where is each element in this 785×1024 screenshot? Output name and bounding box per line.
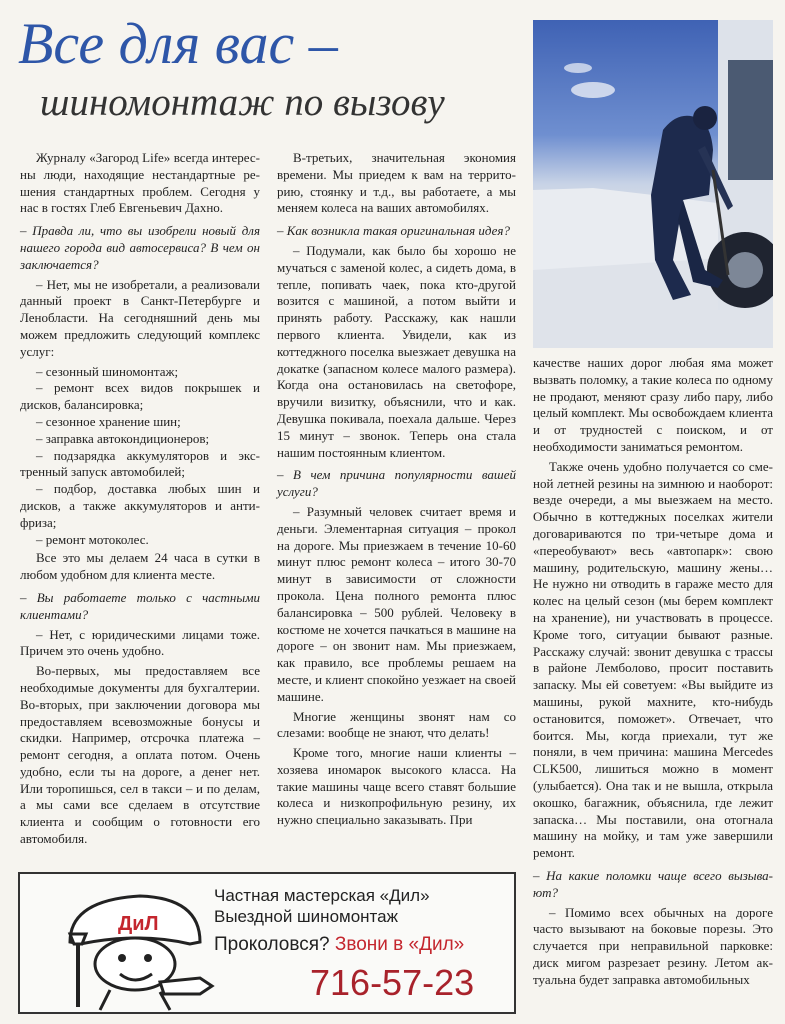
answer-4: – Разумный человек считает время и деньги. Элементарная ситуация – прокол на дороге. Мы приезжаем в течение 10-60 минут плюс ремонт колеса – итого 30-70 минут в зависимости от сложности прокола. Цена полного ремонта плюс балансировка – 500 рублей. Человеку в костюме не хочется пачкаться в машине на дороге – он звонит нам. Мы приезжаем, как правило, все проблемы решаем на месте, и клиент спокойно уезжает на своей машине. (277, 503, 516, 704)
answer-2: – Нет, с юридическими лицами тоже. Причем это очень удобно. (20, 626, 260, 659)
ad-slogan-question: Проколовся? (214, 934, 335, 955)
question-2: – Вы работаете только с частными клиентами? (20, 589, 260, 622)
column-2 (277, 150, 516, 832)
ad-slogan (214, 934, 464, 956)
answer-1-continued: Все это мы делаем 24 часа в сутки в любом удобном для клиента месте. (20, 550, 260, 583)
list-item: – сезонный шиномонтаж; (36, 363, 179, 379)
ad-phone-number[interactable]: 716-57-23 (310, 962, 475, 1003)
column-1 (20, 150, 260, 851)
logo-text: ДиЛ (118, 913, 159, 935)
advertisement-box (18, 872, 516, 1014)
list-item: – сезонное хранение шин; (36, 413, 181, 429)
list-item: – подзарядка аккумуляторов и экстренный запуск автомобилей; (20, 447, 260, 480)
article-photo (533, 20, 773, 348)
column-3 (533, 355, 773, 991)
answer-4-continued-2: Кроме того, многие наши клиенты – хозяева иномарок высокого класса. На такие машины чаще всего ставят большие колеса и низкопрофильную резину, их нужно специально заказывать. При (277, 745, 516, 828)
paragraph: качестве наших дорог любая яма может вызвать поломку, а такие колеса по одному не продают, меняют сразу либо пару, либо целый комплект. Мы освобождаем клиента и от трудностей с поиском, и от необходимости заниматься ремонтом. (533, 355, 773, 454)
answer-4-continued: Многие женщины звонят нам со слезами: вообще не знают, что делать! (277, 708, 516, 741)
list-item: – заправка автокондиционеров; (36, 430, 210, 446)
ad-company-name: Частная мастерская «Дил» (214, 886, 430, 905)
answer-5: – Помимо всех обычных на дороге часто вызывают на боковые порезы. Это случается при неправильной парковке: диск мигом разрезает резину. Летом актуальна будет заправка автомобильных (533, 904, 773, 987)
ad-slogan-call: Звони в «Дил» (334, 934, 465, 955)
answer-1: – Нет, мы не изобретали, а реализовали данный проект в Санкт-Петербурге и Ленобласти. На сегодняшний день мы можем предложить следующий комплекс услуг: (20, 276, 260, 359)
question-5: – На какие поломки чаще всего вызывают? (533, 867, 773, 900)
answer-3: – Подумали, как было бы хорошо не мучаться с заменой колес, а сидеть дома, в тепле, попивать чаек, пока кто-другой возится с машиной, а потом выйти и принять работу. Расскажу, как нашли первого клиента. Увидели, как из коттеджного поселка выезжает девушка на докатке (запасном колесе малого размера). Когда она остановилась на светофоре, вручили визитку, объяснили, что и как. Девушка покивала, поехала дальше. Через 15 минут – звонок. Теперь она стала нашим постоянным клиентом. (277, 242, 516, 460)
question-3: – Как возникла такая оригинальная идея? (277, 223, 510, 239)
list-item: – ремонт всех видов покрышек и дисков, балансировка; (20, 380, 260, 413)
photo-illustration (533, 20, 773, 348)
ad-service: Выездной шиномонтаж (214, 907, 398, 926)
intro-paragraph: Журналу «Загород Life» всегда интересны люди, находящие нестандартные решения стандартных проблем. Сегодня у нас в гостях Глеб Евгеньевич Дахно. (20, 150, 260, 216)
services-list (20, 364, 260, 549)
question-1: – Правда ли, что вы изобрели новый для нашего города вид автосервиса? В чем он заключается? (20, 223, 260, 272)
list-item: – ремонт мотоколес. (36, 531, 149, 547)
list-item: – подбор, доставка любых шин и дисков, а также аккумуляторов и антифриза; (20, 481, 260, 530)
mascot-logo (40, 882, 220, 1012)
article-title-line1: Все для вас – (18, 11, 338, 76)
paragraph: Также очень удобно получается со сменой летней резины на зимнюю и наоборот: везде очереди, а мы выезжаем на место. Обычно в коттеджных поселках жители договариваются по три-четыре дома и «переобувают» весь «автопарк»: свою машину, родительскую, машину жены… Не нужно ни отводить в гараже место для колес на целый сезон (мы берем комплект на хранение), ни участвовать в процессе. Кроме того, ситуации бывают разные. Расскажу случай: звонит девушка с трассы в районе Лемболово, просит поставить запаску. Мы ей советуем: «Вы выйдите из машины, рукой махните, кто-нибудь остановится, поможет». Отвечает, что боится. Мы, когда приехали, тут же поняли, в чем причина: машина Mercedes CLK500, лишиться можно в момент (улыбается). Она так и не вышла, открыла окошко, багажник, объяснила, где лежит запаска… Мы поставили, она отогнала машину на мойку, и там уже завершили ремонт. (533, 458, 773, 861)
article-title-line2: шиномонтаж по вызову (40, 81, 445, 124)
answer-2-continued: Во-первых, мы предоставляем все необходимые документы для бухгалтерии. Во-вторых, при заключении договора мы предоставляем всевозможные бонусы и скидки. Например, отсрочка платежа – ремонт сегодня, а оплата потом. Очень удобно, если ты на дороге, а денег нет. Или торопишься, сел в такси – и по делам, а мы сами все сделаем в отсутствие клиента и сообщим о готовности его автомобиля. (20, 663, 260, 847)
paragraph: В-третьих, значительная экономия времени. Мы приедем к вам на территорию, стоянку и т.д., вы работаете, а мы меняем колеса на ваших автомобилях. (277, 150, 516, 216)
question-4: – В чем причина популярности вашей услуги? (277, 467, 516, 500)
